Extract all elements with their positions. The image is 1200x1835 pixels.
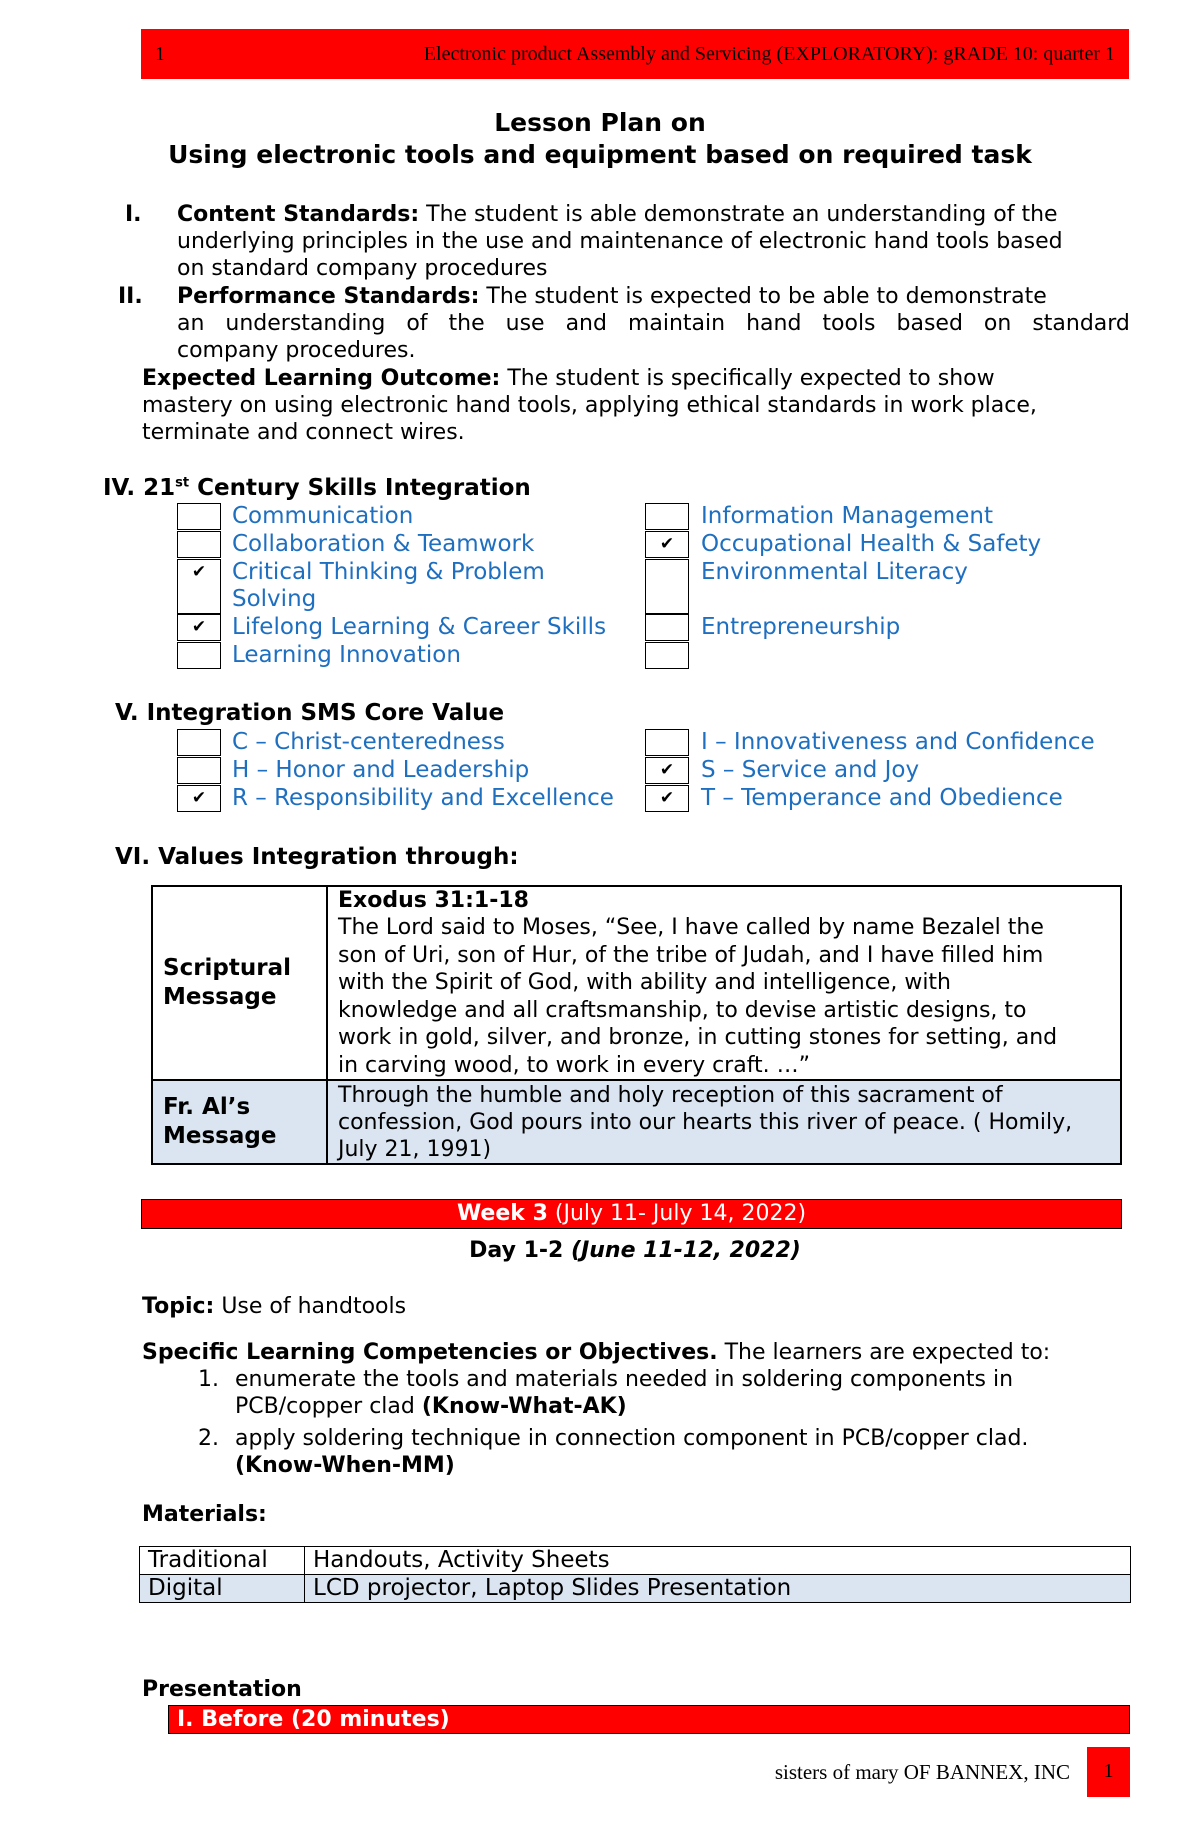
fr-al-message: Through the humble and holy reception of this sacrament of confession, God pours into our hearts this river of peace. ( Homily, July 21, 1991) [327, 1080, 1121, 1164]
objective-item-1-num: 1. [198, 1367, 219, 1392]
values-heading: VI. Values Integration through: [115, 844, 519, 870]
expected-outcome: Expected Learning Outcome: The student is specifically expected to show mastery on using electronic hand tools, applying ethical standards in work place, terminate and connect wires. [142, 366, 1037, 445]
scripture-label: Scriptural Message [152, 886, 327, 1080]
materials-row-traditional [140, 1547, 1131, 1575]
value-label-innovativeness: I – Innovativeness and Confidence [701, 729, 1095, 755]
materials-items: Handouts, Activity Sheets [305, 1547, 1131, 1575]
materials-type: Digital [140, 1575, 305, 1603]
footer-page-number: 1 [1103, 1760, 1114, 1782]
skill-checkbox-collaboration[interactable] [177, 531, 221, 558]
skill-label-communication: Communication [232, 503, 414, 529]
scripture-message: Exodus 31:1-18 The Lord said to Moses, “See, I have called by name Bezalel the son of Uri, son of Hur, of the tribe of Judah, and I have filled him with the Spirit of God, with ability and intelligence, with knowledge and all craftsmanship, to devise artistic designs, to work in gold, silver, and bronze, in cutting stones for setting, and in carving wood, to work in every craft. …” [327, 886, 1121, 1080]
value-checkbox-innovativeness[interactable] [645, 729, 689, 756]
objective-item-1: enumerate the tools and materials needed in soldering components in PCB/copper clad (Know-What-AK) [235, 1367, 1014, 1419]
expected-outcome-label: Expected Learning Outcome: [142, 366, 501, 391]
skill-label-occupational-health: Occupational Health & Safety [701, 531, 1042, 557]
performance-standards-label: Performance Standards: [177, 284, 480, 309]
page-header-bar [141, 29, 1129, 79]
value-checkbox-responsibility[interactable]: ✔ [177, 785, 221, 812]
skill-label-information-management: Information Management [701, 503, 993, 529]
performance-standards: Performance Standards: The student is expected to be able to demonstrate an understanding of the use and maintain hand tools based on standard company procedures. [177, 284, 1130, 363]
scripture-reference: Exodus 31:1-18 [338, 888, 529, 913]
fr-al-row [152, 1080, 1121, 1164]
skill-checkbox-entrepreneurship[interactable] [645, 614, 689, 641]
week-dates: (July 11- July 14, 2022) [547, 1201, 807, 1226]
value-checkbox-christ-centeredness[interactable] [177, 729, 221, 756]
content-standards-label: Content Standards: [177, 202, 420, 227]
materials-type: Traditional [140, 1547, 305, 1575]
materials-table [139, 1546, 1131, 1603]
fr-al-label: Fr. Al’s Message [152, 1080, 327, 1164]
before-section-bar: I. Before (20 minutes) [168, 1705, 1130, 1734]
objectives-label: Specific Learning Competencies or Objectives. [142, 1340, 718, 1365]
doc-title-line1: Lesson Plan on [494, 108, 706, 137]
skill-label-learning-innovation: Learning Innovation [232, 642, 461, 668]
content-standards: Content Standards: The student is able demonstrate an understanding of the underlying principles in the use and maintenance of electronic hand tools based on standard company procedures [177, 202, 1063, 281]
skill-label-lifelong-learning: Lifelong Learning & Career Skills [232, 614, 607, 640]
scripture-row [152, 886, 1121, 1080]
doc-title-line2: Using electronic tools and equipment based on required task [168, 140, 1032, 169]
topic-value: Use of handtools [214, 1294, 407, 1319]
objective-item-2: apply soldering technique in connection component in PCB/copper clad. (Know-When-MM) [235, 1426, 1029, 1478]
content-standards-num: I. [125, 202, 142, 227]
objectives-line: Specific Learning Competencies or Objectives. The learners are expected to: [142, 1340, 1051, 1365]
week-bar [141, 1199, 1122, 1229]
objective-item-2-num: 2. [198, 1426, 219, 1451]
skill-label-environmental-literacy: Environmental Literacy [701, 559, 968, 585]
skill-label-entrepreneurship: Entrepreneurship [701, 614, 901, 640]
value-label-temperance: T – Temperance and Obedience [701, 785, 1063, 811]
value-label-service: S – Service and Joy [701, 757, 920, 783]
skill-checkbox-information-management[interactable] [645, 503, 689, 530]
values-table [151, 885, 1122, 1165]
performance-standards-num: II. [118, 284, 143, 309]
value-checkbox-temperance[interactable]: ✔ [645, 785, 689, 812]
presentation-label: Presentation [142, 1677, 302, 1702]
skill-checkbox-critical-thinking[interactable]: ✔ [177, 559, 221, 614]
value-label-christ-centeredness: C – Christ-centeredness [232, 729, 505, 755]
value-label-honor: H – Honor and Leadership [232, 757, 530, 783]
skill-checkbox-lifelong-learning[interactable]: ✔ [177, 614, 221, 641]
skills-heading: IV. 21st Century Skills Integration [103, 475, 531, 501]
skill-checkbox-blank[interactable] [645, 642, 689, 669]
week-label: Week 3 [456, 1201, 548, 1226]
footer-org: sisters of mary OF BANNEX, INC [774, 1760, 1070, 1784]
header-page-number: 1 [155, 43, 165, 65]
value-checkbox-honor[interactable] [177, 757, 221, 784]
skill-checkbox-learning-innovation[interactable] [177, 642, 221, 669]
skill-checkbox-occupational-health[interactable]: ✔ [645, 531, 689, 558]
topic-line [142, 1293, 406, 1320]
footer-page-box [1087, 1747, 1130, 1797]
skill-checkbox-environmental-literacy[interactable] [645, 559, 689, 614]
day-line: Day 1-2 (June 11-12, 2022) [469, 1238, 801, 1263]
value-checkbox-service[interactable]: ✔ [645, 757, 689, 784]
value-label-responsibility: R – Responsibility and Excellence [232, 785, 614, 811]
skill-label-critical-thinking: Critical Thinking & Problem Solving [232, 559, 545, 612]
materials-items: LCD projector, Laptop Slides Presentation [305, 1575, 1131, 1603]
materials-row-digital [140, 1575, 1131, 1603]
topic-label: Topic: [142, 1294, 215, 1319]
core-values-heading: V. Integration SMS Core Value [115, 700, 505, 726]
skill-checkbox-communication[interactable] [177, 503, 221, 530]
skill-label-collaboration: Collaboration & Teamwork [232, 531, 535, 557]
header-course-title: Electronic product Assembly and Servicing (EXPLORATORY): gRADE 10: quarter 1 [423, 43, 1115, 65]
materials-label: Materials: [142, 1502, 267, 1527]
